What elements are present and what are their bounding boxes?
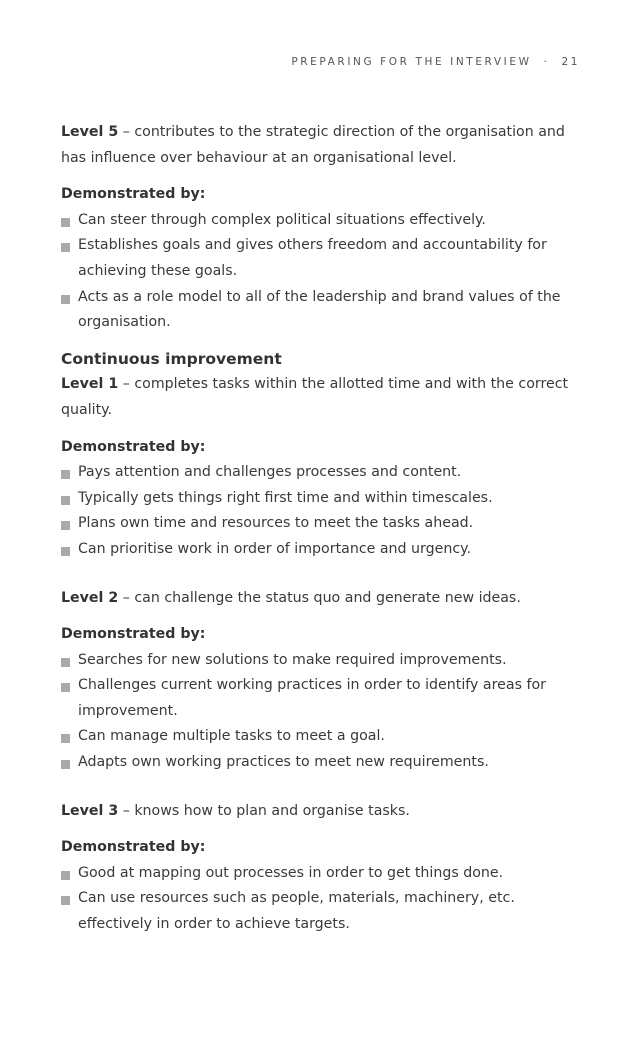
level-3-label: Level 3 (61, 802, 119, 819)
page-content (61, 120, 581, 938)
level-1-demonstrated-heading: Demonstrated by: (61, 438, 206, 455)
list-item: Can prioritise work in order of importance and urgency. (61, 537, 581, 563)
list-item: Pays attention and challenges processes and content. (61, 460, 581, 486)
level-3-demonstrated-heading: Demonstrated by: (61, 839, 206, 856)
list-item: Adapts own working practices to meet new requirements. (61, 750, 581, 776)
level-5-demonstrated-heading: Demonstrated by: (61, 186, 206, 203)
list-item: Can manage multiple tasks to meet a goal. (61, 724, 581, 750)
level-1-bullet-list (61, 460, 581, 562)
section-heading: Continuous improvement (61, 349, 282, 368)
level-5-bullet-list (61, 208, 581, 336)
list-item: Plans own time and resources to meet the tasks ahead. (61, 511, 581, 537)
level-2-description (61, 586, 581, 612)
level-5-description (61, 120, 581, 171)
level-2-text: – can challenge the status quo and generate new ideas. (118, 589, 521, 606)
level-1-label: Level 1 (61, 376, 119, 393)
list-item: Good at mapping out processes in order to get things done. (61, 861, 581, 887)
level-2-label: Level 2 (61, 589, 119, 606)
list-item: Establishes goals and gives others freedom and accountability for achieving these goals. (61, 233, 581, 284)
level-3-description (61, 799, 581, 825)
list-item: Challenges current working practices in order to identify areas for improvement. (61, 673, 581, 724)
level-5-text: – contributes to the strategic direction of the organisation and has influence over behaviour at an organisational level. (61, 124, 565, 166)
list-item: Searches for new solutions to make required improvements. (61, 648, 581, 674)
level-3-text: – knows how to plan and organise tasks. (118, 802, 410, 819)
list-item: Can use resources such as people, materials, machinery, etc. effectively in order to achieve targets. (61, 886, 581, 937)
header-separator: · (543, 56, 550, 68)
running-header (291, 56, 580, 68)
level-5-label: Level 5 (61, 124, 119, 140)
list-item: Typically gets things right first time and within timescales. (61, 486, 581, 512)
page-number: 21 (561, 56, 580, 68)
level-2-demonstrated-heading: Demonstrated by: (61, 626, 206, 643)
list-item: Can steer through complex political situations effectively. (61, 208, 581, 234)
level-2-bullet-list (61, 648, 581, 776)
level-3-bullet-list (61, 861, 581, 938)
level-1-text: – completes tasks within the allotted time and with the correct quality. (61, 376, 569, 418)
running-title: PREPARING FOR THE INTERVIEW (291, 56, 532, 68)
list-item: Acts as a role model to all of the leadership and brand values of the organisation. (61, 285, 581, 336)
level-1-description (61, 372, 581, 423)
